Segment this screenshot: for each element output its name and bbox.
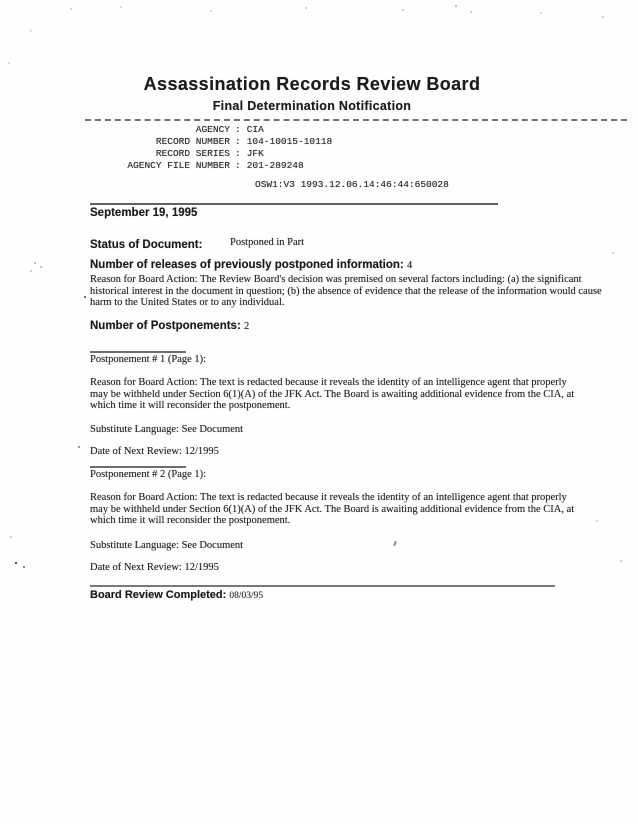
postponement-2-reason: Reason for Board Action: The text is redacted because it reveals the identity of an intelligence agent that properly may be withheld under Section 6(1)(A) of the JFK Act. The Board is awaiting additional evidence from the CIA, at which time it will reconsider the postponement.	[90, 492, 575, 527]
postponements-count: 2	[244, 321, 250, 332]
record-label: AGENCY	[195, 124, 230, 135]
record-separator: :	[235, 160, 241, 171]
record-value: JFK	[246, 148, 264, 159]
postponement-2-next-review-date: Date of Next Review: 12/1995	[90, 562, 219, 573]
postponements-heading	[90, 320, 249, 332]
record-value: CIA	[246, 124, 264, 135]
dashed-divider	[85, 119, 627, 121]
postponement-1-next-review-date: Date of Next Review: 12/1995	[90, 446, 219, 457]
postponement-1-reason: Reason for Board Action: The text is redacted because it reveals the identity of an intelligence agent that properly may be withheld under Section 6(1)(A) of the JFK Act. The Board is awaiting additional evidence from the CIA, at which time it will reconsider the postponement.	[90, 377, 575, 412]
postponement-2-substitute-language: Substitute Language: See Document	[90, 540, 244, 551]
horizontal-divider	[90, 203, 498, 205]
record-row-record-number	[100, 136, 332, 148]
board-review-completed-label: Board Review Completed:	[90, 589, 227, 601]
postponement-1-substitute-language: Substitute Language: See Document	[90, 424, 244, 435]
record-value: 104-10015-10118	[246, 136, 333, 147]
document-date: September 19, 1995	[90, 207, 198, 219]
stray-pen-mark	[393, 541, 397, 546]
record-separator: :	[235, 148, 241, 159]
board-review-completed-date: 08/03/95	[229, 591, 264, 601]
postponement-2-title: Postponement # 2 (Page 1):	[90, 469, 207, 480]
record-value: 201-289248	[246, 160, 304, 171]
releases-reason-paragraph: Reason for Board Action: The Review Board's decision was premised on several factors including: (a) the significant historical interest in the document in question; (b) the absence of evidence that the release of the information would cause harm to the United States or to any individual.	[90, 274, 602, 309]
page-subtitle: Final Determination Notification	[212, 99, 412, 113]
record-separator: :	[235, 136, 241, 147]
record-label: RECORD SERIES	[155, 148, 230, 159]
status-value: Postponed in Part	[230, 237, 305, 248]
status-label: Status of Document:	[90, 239, 203, 251]
status-of-document-row	[90, 235, 610, 253]
footer-divider	[90, 585, 555, 587]
record-label: RECORD NUMBER	[155, 136, 230, 147]
postponement-2-divider	[90, 466, 186, 468]
record-row-agency-file-number	[100, 160, 332, 172]
record-row-agency	[100, 124, 332, 136]
releases-heading	[90, 259, 412, 271]
postponements-heading-label: Number of Postponements:	[90, 320, 241, 332]
system-timestamp: OSW1:V3 1993.12.06.14:46:44:650028	[255, 179, 449, 190]
releases-heading-label: Number of releases of previously postponed information:	[90, 259, 404, 271]
board-review-completed-row	[90, 589, 263, 601]
releases-count: 4	[406, 260, 413, 271]
record-metadata-block	[100, 124, 332, 172]
page-title: Assassination Records Review Board	[143, 74, 481, 94]
scan-noise-speckles	[0, 0, 2, 2]
record-label: AGENCY FILE NUMBER	[127, 160, 230, 171]
postponement-1-title: Postponement # 1 (Page 1):	[90, 354, 207, 365]
record-row-record-series	[100, 148, 332, 160]
record-separator: :	[235, 124, 241, 135]
postponement-1-divider	[90, 351, 186, 353]
